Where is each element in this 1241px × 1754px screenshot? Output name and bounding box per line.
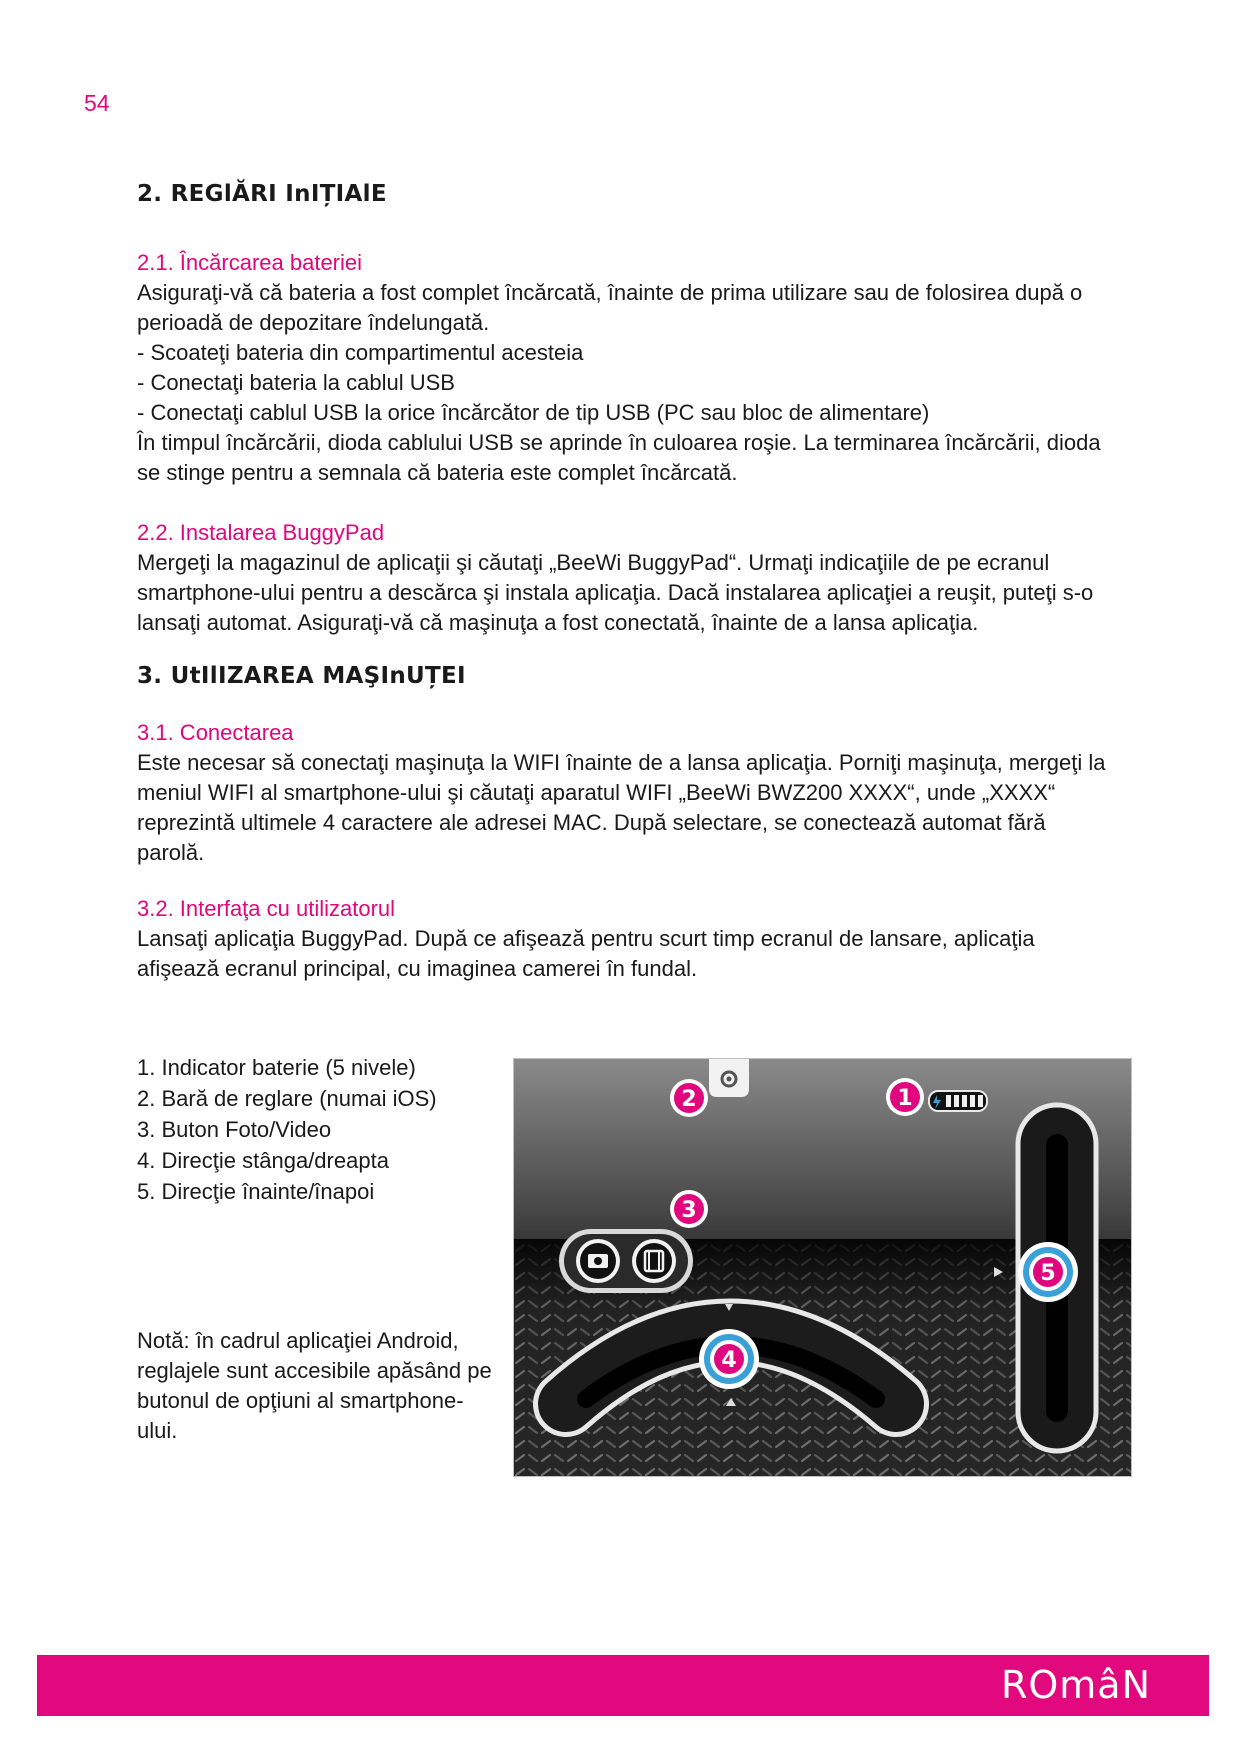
svg-text:2: 2	[681, 1087, 697, 1112]
battery-bar	[970, 1095, 975, 1107]
feature-item: 1. Indicator baterie (5 nivele)	[137, 1055, 416, 1080]
footer-bar	[37, 1655, 1209, 1716]
content	[137, 178, 1117, 984]
callout-badge	[670, 1190, 708, 1228]
svg-text:3: 3	[681, 1198, 697, 1223]
feature-list	[137, 1052, 497, 1207]
svg-text:5: 5	[1040, 1261, 1056, 1286]
callout-badge	[670, 1079, 708, 1117]
step-item: - Conectaţi cablul USB la orice încărcător de tip USB (PC sau bloc de alimentare)	[137, 400, 930, 425]
section2-1-paragraph2: În timpul încărcării, dioda cablului USB se aprinde în culoarea roşie. La terminarea încărcării, dioda se stinge pentru a semnala că bateria este complet încărcată.	[137, 430, 1101, 485]
feature-item: 2. Bară de reglare (numai iOS)	[137, 1086, 437, 1111]
photo-video-buttons[interactable]	[559, 1229, 693, 1293]
svg-text:4: 4	[721, 1348, 737, 1373]
section3-2-paragraph: Lansaţi aplicaţia BuggyPad. După ce afişează pentru scurt timp ecranul de lansare, aplicaţia afişează ecranul principal, cu imaginea camerei în fundal.	[137, 926, 1035, 981]
android-note: Notă: în cadrul aplicaţiei Android, reglajele sunt accesibile apăsând pe butonul de opţiuni al smartphone-ului.	[137, 1328, 492, 1443]
battery-bar	[954, 1095, 959, 1107]
section2-1-title: 2.1. Încărcarea bateriei	[137, 250, 363, 275]
battery-indicator	[929, 1091, 987, 1111]
section3-1-title: 3.1. Conectarea	[137, 720, 294, 745]
language-label: ROmâN	[1000, 1663, 1151, 1707]
section2-2-title: 2.2. Instalarea BuggyPad	[137, 520, 385, 545]
section3-heading: 3. UtIlIZAREA MAŞInUȚEI	[137, 663, 466, 689]
photo-button[interactable]	[576, 1239, 620, 1283]
feature-item: 3. Buton Foto/Video	[137, 1117, 332, 1142]
step-item: - Conectaţi bateria la cablul USB	[137, 370, 455, 395]
callout-badge[interactable]	[699, 1329, 759, 1389]
page-number: 54	[84, 90, 110, 116]
section2-2-paragraph: Mergeţi la magazinul de aplicaţii şi căutaţi „BeeWi BuggyPad“. Urmaţi indicaţiile de pe ecranul smartphone-ului pentru a descărca şi instala aplicaţia. Dacă instalarea aplicaţiei a reuşit, puteţi s-o lansaţi automat. Asiguraţi-vă că maşinuţa a fost conectată, înainte de a lansa aplicaţia.	[137, 550, 1094, 635]
battery-bar	[978, 1095, 983, 1107]
svg-text:1: 1	[897, 1086, 913, 1111]
step-item: - Scoateţi bateria din compartimentul acesteia	[137, 340, 584, 365]
battery-bar	[962, 1095, 967, 1107]
feature-item: 5. Direcţie înainte/înapoi	[137, 1179, 375, 1204]
settings-tab[interactable]	[709, 1059, 749, 1097]
section2-heading: 2. REGlĂRI InIȚIAlE	[137, 181, 387, 207]
video-button[interactable]	[632, 1239, 676, 1283]
section3-2-title: 3.2. Interfaţa cu utilizatorul	[137, 896, 396, 921]
callout-badge[interactable]	[1018, 1242, 1078, 1302]
callout-badge	[886, 1078, 924, 1116]
section3-1-paragraph: Este necesar să conectaţi maşinuţa la WIFI înainte de a lansa aplicaţia. Porniţi maşinuţa, mergeţi la meniul WIFI al smartphone-ului şi căutaţi aparatul WIFI „BeeWi BWZ200 XXXX“, unde „XXXX“ reprezintă ultimele 4 caractere ale adresei MAC. După selectare, se conectează automat fără parolă.	[137, 750, 1106, 865]
battery-bar	[946, 1095, 951, 1107]
feature-item: 4. Direcţie stânga/dreapta	[137, 1148, 389, 1173]
app-screenshot	[513, 1058, 1132, 1477]
section2-1-paragraph1: Asiguraţi-vă că bateria a fost complet încărcată, înainte de prima utilizare sau de folosirea după o perioadă de depozitare îndelungată.	[137, 280, 1083, 335]
